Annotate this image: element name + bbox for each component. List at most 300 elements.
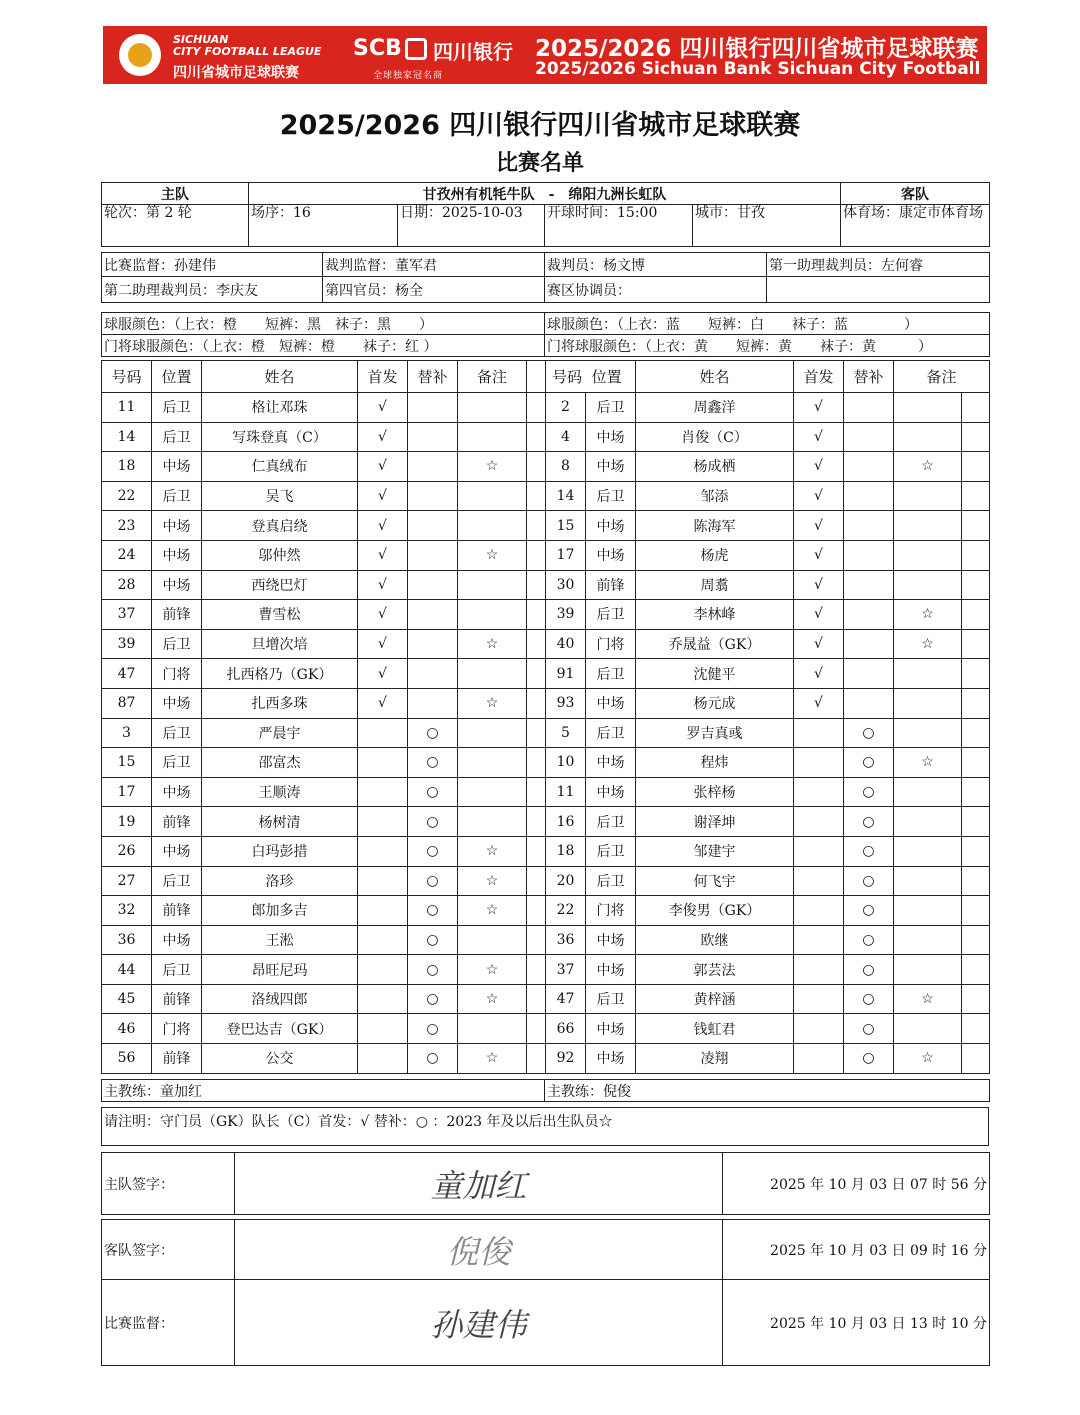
divider-cell xyxy=(527,481,546,511)
divider-cell xyxy=(527,807,546,837)
roster-row xyxy=(102,1044,990,1074)
home-pos: 后卫 xyxy=(152,422,202,452)
home-pos: 前锋 xyxy=(152,896,202,926)
divider-cell xyxy=(527,688,546,718)
roster-row xyxy=(102,748,990,778)
roster-row xyxy=(102,688,990,718)
away-remark xyxy=(894,1014,962,1044)
away-num: 2 xyxy=(546,393,586,423)
away-pos: 中场 xyxy=(586,777,636,807)
away-remark xyxy=(894,481,962,511)
away-pos: 中场 xyxy=(586,452,636,482)
home-coach: 主教练：童加红 xyxy=(102,1080,545,1102)
home-start xyxy=(358,718,408,748)
match-round: 轮次：第 2 轮 xyxy=(102,205,249,247)
home-name: 杨树清 xyxy=(202,807,358,837)
home-remark xyxy=(458,659,527,689)
away-remark: ☆ xyxy=(894,748,962,778)
away-pos: 中场 xyxy=(586,1044,636,1074)
legend-note: 请注明：守门员（GK）队长（C）首发：√ 替补：○ ：2023 年及以后出生队员☆ xyxy=(102,1108,989,1146)
sponsor-tag: 全球独家冠名商 xyxy=(373,71,444,81)
home-sub: ○ xyxy=(408,925,458,955)
supervisor-signature-time: 2025 年 10 月 03 日 13 时 10 分 xyxy=(723,1280,990,1366)
away-num: 39 xyxy=(546,600,586,630)
home-pos: 中场 xyxy=(152,452,202,482)
home-pos: 中场 xyxy=(152,511,202,541)
home-pos: 中场 xyxy=(152,688,202,718)
home-name: 曹雪松 xyxy=(202,600,358,630)
roster-row xyxy=(102,777,990,807)
league-banner xyxy=(103,26,1056,84)
away-name: 张梓杨 xyxy=(636,777,794,807)
divider-cell xyxy=(527,925,546,955)
home-start xyxy=(358,1014,408,1044)
coach-table xyxy=(101,1079,990,1102)
home-signature-time: 2025 年 10 月 03 日 07 时 56 分 xyxy=(723,1153,990,1215)
home-gk-kit-colors: 门将球服颜色：（上衣：橙 短裤：橙 袜子：红 ） xyxy=(102,335,545,357)
home-num: 39 xyxy=(102,629,152,659)
away-num: 8 xyxy=(546,452,586,482)
home-start xyxy=(358,748,408,778)
home-pos: 前锋 xyxy=(152,1044,202,1074)
away-num: 47 xyxy=(546,984,586,1014)
home-sub xyxy=(408,422,458,452)
away-pos: 门将 xyxy=(586,629,636,659)
away-num: 30 xyxy=(546,570,586,600)
home-name: 洛珍 xyxy=(202,866,358,896)
away-start xyxy=(794,807,844,837)
away-col-remark: 备注 xyxy=(894,361,990,393)
home-pos: 后卫 xyxy=(152,955,202,985)
home-name: 吴飞 xyxy=(202,481,358,511)
roster-row xyxy=(102,807,990,837)
home-num: 44 xyxy=(102,955,152,985)
home-remark xyxy=(458,393,527,423)
match-order: 场序：16 xyxy=(249,205,398,247)
home-sub: ○ xyxy=(408,836,458,866)
away-sub: ○ xyxy=(844,718,894,748)
away-pos: 门将 xyxy=(586,896,636,926)
home-name: 昂旺尼玛 xyxy=(202,955,358,985)
home-start: √ xyxy=(358,393,408,423)
away-sub: ○ xyxy=(844,925,894,955)
away-pos: 后卫 xyxy=(586,836,636,866)
home-num: 3 xyxy=(102,718,152,748)
divider-cell xyxy=(527,955,546,985)
trailing-cell xyxy=(962,511,990,541)
home-remark: ☆ xyxy=(458,836,527,866)
home-sub xyxy=(408,452,458,482)
match-supervisor: 比赛监督：孙建伟 xyxy=(102,253,323,277)
away-pos: 中场 xyxy=(586,422,636,452)
trailing-cell xyxy=(962,807,990,837)
home-name: 写珠登真（C） xyxy=(202,422,358,452)
home-sub xyxy=(408,600,458,630)
away-start xyxy=(794,984,844,1014)
home-kit-colors: 球服颜色：（上衣：橙 短裤：黑 袜子：黑 ） xyxy=(102,313,545,335)
home-remark: ☆ xyxy=(458,1044,527,1074)
away-start xyxy=(794,866,844,896)
away-remark xyxy=(894,896,962,926)
away-signature-time: 2025 年 10 月 03 日 09 时 16 分 xyxy=(723,1220,990,1280)
banner-title-cn: 2025/2026 四川银行四川省城市足球联赛 xyxy=(535,36,979,62)
roster-row xyxy=(102,1014,990,1044)
home-start xyxy=(358,896,408,926)
away-name: 谢泽坤 xyxy=(636,807,794,837)
home-signature: 童加红 xyxy=(235,1153,723,1215)
away-num: 37 xyxy=(546,955,586,985)
away-col-name: 姓名 xyxy=(636,361,794,393)
home-label: 主队 xyxy=(102,183,249,205)
empty-cell xyxy=(767,277,990,303)
away-name: 邹建宇 xyxy=(636,836,794,866)
match-city: 城市：甘孜 xyxy=(693,205,841,247)
away-num: 5 xyxy=(546,718,586,748)
home-sub xyxy=(408,688,458,718)
away-remark xyxy=(894,570,962,600)
away-sub xyxy=(844,600,894,630)
away-remark: ☆ xyxy=(894,600,962,630)
away-pos: 中场 xyxy=(586,748,636,778)
home-start xyxy=(358,807,408,837)
supervisor-signature-label: 比赛监督： xyxy=(102,1280,235,1366)
home-pos: 后卫 xyxy=(152,393,202,423)
divider-cell xyxy=(527,511,546,541)
away-pos: 后卫 xyxy=(586,807,636,837)
home-sub xyxy=(408,659,458,689)
roster-row xyxy=(102,570,990,600)
home-start: √ xyxy=(358,511,408,541)
trailing-cell xyxy=(962,866,990,896)
away-name: 何飞宇 xyxy=(636,866,794,896)
away-num: 18 xyxy=(546,836,586,866)
away-num: 91 xyxy=(546,659,586,689)
away-sub xyxy=(844,659,894,689)
divider-cell xyxy=(527,748,546,778)
away-coach: 主教练：倪俊 xyxy=(545,1080,990,1102)
away-remark xyxy=(894,777,962,807)
away-signature-label: 客队签字： xyxy=(102,1220,235,1280)
roster-row xyxy=(102,659,990,689)
trailing-cell xyxy=(962,777,990,807)
home-start: √ xyxy=(358,600,408,630)
home-num: 23 xyxy=(102,511,152,541)
home-remark: ☆ xyxy=(458,984,527,1014)
trailing-cell xyxy=(962,629,990,659)
trailing-cell xyxy=(962,600,990,630)
away-name: 杨虎 xyxy=(636,540,794,570)
trailing-cell xyxy=(962,659,990,689)
home-remark: ☆ xyxy=(458,452,527,482)
home-pos: 中场 xyxy=(152,836,202,866)
home-sub xyxy=(408,481,458,511)
venue-coordinator: 赛区协调员： xyxy=(545,277,767,303)
away-signature: 倪俊 xyxy=(235,1220,723,1280)
roster-header xyxy=(102,361,990,393)
home-pos: 门将 xyxy=(152,659,202,689)
trailing-cell xyxy=(962,984,990,1014)
roster-row xyxy=(102,393,990,423)
match-kickoff: 开球时间：15:00 xyxy=(545,205,693,247)
match-venue: 体育场：康定市体育场 xyxy=(841,205,990,247)
away-name: 钱虹君 xyxy=(636,1014,794,1044)
away-name: 周翥 xyxy=(636,570,794,600)
home-remark xyxy=(458,570,527,600)
home-num: 24 xyxy=(102,540,152,570)
away-start: √ xyxy=(794,452,844,482)
home-name: 邵富杰 xyxy=(202,748,358,778)
trailing-cell xyxy=(962,718,990,748)
away-sub: ○ xyxy=(844,1014,894,1044)
divider-cell xyxy=(527,659,546,689)
home-pos: 中场 xyxy=(152,570,202,600)
home-sub: ○ xyxy=(408,777,458,807)
trailing-cell xyxy=(962,540,990,570)
away-pos: 中场 xyxy=(586,925,636,955)
roster-row xyxy=(102,422,990,452)
home-col-name: 姓名 xyxy=(202,361,358,393)
home-pos: 中场 xyxy=(152,925,202,955)
referee: 裁判员：杨文博 xyxy=(545,253,767,277)
away-num: 20 xyxy=(546,866,586,896)
home-num: 87 xyxy=(102,688,152,718)
away-remark: ☆ xyxy=(894,452,962,482)
away-pos: 后卫 xyxy=(586,984,636,1014)
away-remark: ☆ xyxy=(894,629,962,659)
home-pos: 前锋 xyxy=(152,984,202,1014)
away-start: √ xyxy=(794,570,844,600)
assistant-referee-1: 第一助理裁判员：左何睿 xyxy=(767,253,990,277)
home-num: 19 xyxy=(102,807,152,837)
roster-table xyxy=(101,360,990,1074)
away-col-pos: 位置 xyxy=(591,368,622,386)
away-pos: 前锋 xyxy=(586,570,636,600)
away-sub: ○ xyxy=(844,866,894,896)
home-sub xyxy=(408,511,458,541)
home-start xyxy=(358,777,408,807)
divider-cell xyxy=(527,452,546,482)
home-start: √ xyxy=(358,452,408,482)
home-start xyxy=(358,925,408,955)
home-col-remark: 备注 xyxy=(458,361,527,393)
away-num: 4 xyxy=(546,422,586,452)
home-num: 15 xyxy=(102,748,152,778)
away-num: 10 xyxy=(546,748,586,778)
home-name: 登巴达吉（GK） xyxy=(202,1014,358,1044)
home-remark xyxy=(458,777,527,807)
away-col-num-pos xyxy=(546,361,636,393)
home-remark xyxy=(458,748,527,778)
away-sub: ○ xyxy=(844,748,894,778)
home-name: 白玛彭措 xyxy=(202,836,358,866)
home-name: 公交 xyxy=(202,1044,358,1074)
home-start: √ xyxy=(358,659,408,689)
home-name: 扎西多珠 xyxy=(202,688,358,718)
home-pos: 后卫 xyxy=(152,629,202,659)
officials-table xyxy=(101,252,990,303)
away-start: √ xyxy=(794,688,844,718)
away-start xyxy=(794,955,844,985)
league-name-cn: 四川省城市足球联赛 xyxy=(173,65,299,81)
away-num: 40 xyxy=(546,629,586,659)
away-start: √ xyxy=(794,511,844,541)
home-remark: ☆ xyxy=(458,540,527,570)
league-logo-icon xyxy=(119,34,161,76)
away-name: 李俊男（GK） xyxy=(636,896,794,926)
match-info-table xyxy=(101,182,990,247)
away-pos: 后卫 xyxy=(586,481,636,511)
home-col-num: 号码 xyxy=(102,361,152,393)
away-num: 93 xyxy=(546,688,586,718)
away-sub: ○ xyxy=(844,1044,894,1074)
home-sub xyxy=(408,570,458,600)
away-sub xyxy=(844,629,894,659)
home-pos: 中场 xyxy=(152,540,202,570)
away-pos: 后卫 xyxy=(586,659,636,689)
away-remark xyxy=(894,422,962,452)
away-name: 肖俊（C） xyxy=(636,422,794,452)
trailing-cell xyxy=(962,422,990,452)
away-start xyxy=(794,748,844,778)
away-sub xyxy=(844,511,894,541)
divider-cell xyxy=(527,984,546,1014)
away-num: 17 xyxy=(546,540,586,570)
away-start xyxy=(794,777,844,807)
home-col-start: 首发 xyxy=(358,361,408,393)
home-pos: 后卫 xyxy=(152,866,202,896)
away-start xyxy=(794,925,844,955)
home-name: 格让邓珠 xyxy=(202,393,358,423)
home-start xyxy=(358,866,408,896)
away-sub: ○ xyxy=(844,807,894,837)
roster-row xyxy=(102,629,990,659)
divider-cell xyxy=(527,393,546,423)
trailing-cell xyxy=(962,1014,990,1044)
home-sub xyxy=(408,393,458,423)
home-num: 11 xyxy=(102,393,152,423)
home-sub: ○ xyxy=(408,896,458,926)
trailing-cell xyxy=(962,836,990,866)
home-num: 56 xyxy=(102,1044,152,1074)
banner-title-en: 2025/2026 Sichuan Bank Sichuan City Football League xyxy=(535,59,1056,79)
home-start xyxy=(358,984,408,1014)
home-sub: ○ xyxy=(408,955,458,985)
trailing-cell xyxy=(962,570,990,600)
home-pos: 中场 xyxy=(152,777,202,807)
home-name: 郎加多吉 xyxy=(202,896,358,926)
trailing-cell xyxy=(962,748,990,778)
home-num: 27 xyxy=(102,866,152,896)
away-start: √ xyxy=(794,540,844,570)
home-num: 45 xyxy=(102,984,152,1014)
trailing-cell xyxy=(962,452,990,482)
home-remark: ☆ xyxy=(458,896,527,926)
home-num: 37 xyxy=(102,600,152,630)
divider-cell xyxy=(527,866,546,896)
divider-cell xyxy=(527,777,546,807)
home-num: 28 xyxy=(102,570,152,600)
roster-row xyxy=(102,511,990,541)
away-col-sub: 替补 xyxy=(844,361,894,393)
away-start xyxy=(794,1014,844,1044)
away-remark xyxy=(894,866,962,896)
home-sub: ○ xyxy=(408,866,458,896)
away-pos: 后卫 xyxy=(586,600,636,630)
home-num: 18 xyxy=(102,452,152,482)
home-name: 旦增次培 xyxy=(202,629,358,659)
home-start: √ xyxy=(358,540,408,570)
divider-cell xyxy=(527,896,546,926)
home-remark xyxy=(458,511,527,541)
away-start: √ xyxy=(794,422,844,452)
roster-row xyxy=(102,452,990,482)
away-sub: ○ xyxy=(844,777,894,807)
home-pos: 门将 xyxy=(152,1014,202,1044)
away-sub: ○ xyxy=(844,896,894,926)
away-sub xyxy=(844,452,894,482)
away-pos: 中场 xyxy=(586,511,636,541)
home-pos: 后卫 xyxy=(152,748,202,778)
away-name: 凌翔 xyxy=(636,1044,794,1074)
roster-row xyxy=(102,984,990,1014)
divider-cell xyxy=(527,540,546,570)
away-pos: 后卫 xyxy=(586,718,636,748)
home-name: 登真启绕 xyxy=(202,511,358,541)
home-sub: ○ xyxy=(408,1014,458,1044)
home-sub xyxy=(408,629,458,659)
home-start: √ xyxy=(358,629,408,659)
home-name: 王顺涛 xyxy=(202,777,358,807)
away-num: 16 xyxy=(546,807,586,837)
divider-cell xyxy=(527,422,546,452)
away-start: √ xyxy=(794,629,844,659)
away-start xyxy=(794,836,844,866)
home-start: √ xyxy=(358,481,408,511)
away-kit-colors: 球服颜色：（上衣：蓝 短裤：白 袜子：蓝 ） xyxy=(545,313,990,335)
away-name: 欧继 xyxy=(636,925,794,955)
away-num: 15 xyxy=(546,511,586,541)
supervisor-signature: 孙建伟 xyxy=(235,1280,723,1366)
away-col-num: 号码 xyxy=(552,368,583,386)
away-remark xyxy=(894,540,962,570)
away-sub xyxy=(844,422,894,452)
away-remark xyxy=(894,659,962,689)
away-remark xyxy=(894,836,962,866)
away-num: 92 xyxy=(546,1044,586,1074)
kit-table xyxy=(101,312,990,357)
home-sub: ○ xyxy=(408,718,458,748)
divider-cell xyxy=(527,629,546,659)
away-pos: 中场 xyxy=(586,688,636,718)
fourth-official: 第四官员：杨全 xyxy=(323,277,545,303)
bank-icon xyxy=(405,38,427,60)
away-sub xyxy=(844,540,894,570)
away-pos: 后卫 xyxy=(586,866,636,896)
home-remark: ☆ xyxy=(458,688,527,718)
away-sub xyxy=(844,393,894,423)
home-remark: ☆ xyxy=(458,955,527,985)
away-name: 周鑫洋 xyxy=(636,393,794,423)
roster-row xyxy=(102,540,990,570)
home-col-pos: 位置 xyxy=(152,361,202,393)
away-name: 黄梓涵 xyxy=(636,984,794,1014)
away-start xyxy=(794,896,844,926)
away-remark xyxy=(894,718,962,748)
away-name: 李林峰 xyxy=(636,600,794,630)
away-sub xyxy=(844,570,894,600)
home-remark xyxy=(458,481,527,511)
signature-table-away xyxy=(101,1219,990,1366)
